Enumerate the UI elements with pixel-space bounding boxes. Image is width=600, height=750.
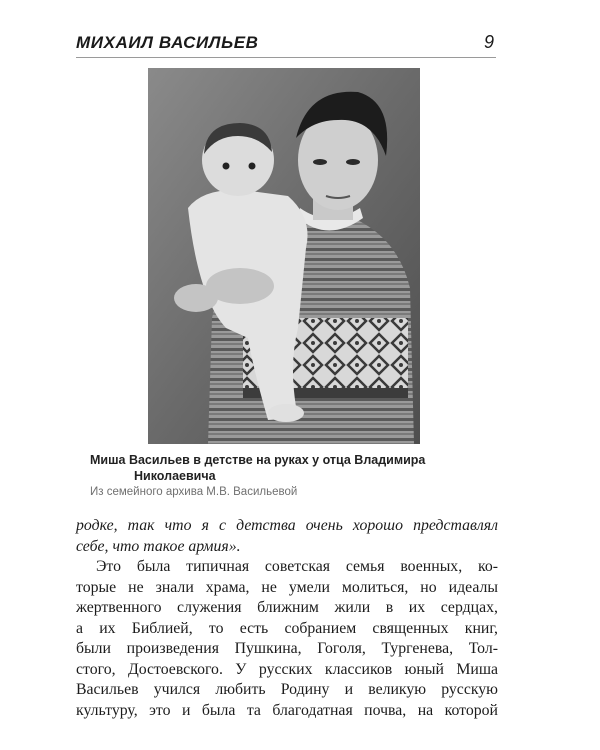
body-line: стого, Достоевского. У русских классиков юный Миша	[76, 660, 498, 678]
body-line: Васильев учился любить Родину и великую русскую	[76, 681, 498, 698]
family-photo	[148, 68, 420, 444]
body-line: были произведения Пушкина, Гоголя, Тургенева, Тол-	[76, 640, 498, 657]
figure-caption	[90, 452, 490, 484]
photo-credit: Из семейного архива М.В. Васильевой	[90, 486, 298, 498]
caption-line-2: Николаевича	[134, 469, 216, 483]
family-photo-illustration	[148, 68, 420, 444]
page-number: 9	[483, 32, 494, 52]
running-title: МИХАИЛ ВАСИЛЬЕВ	[76, 33, 259, 52]
caption-line-1: Миша Васильев в детстве на руках у отца Владимира	[90, 453, 426, 467]
body-line: себе, что такое армия».	[76, 537, 241, 555]
body-text	[76, 516, 498, 721]
body-line: торые не знали храма, не умели молиться, но идеалы	[76, 578, 498, 596]
body-line: жертвенного служения ближним жили в их сердцах,	[76, 599, 498, 616]
running-head	[76, 31, 496, 58]
body-line: а их Библией, то есть собранием священных книг,	[76, 619, 498, 637]
body-line: культуру, это и была та благодатная почва, на которой	[76, 701, 498, 719]
body-line: Это была типичная советская семья военных, ко-	[96, 558, 498, 575]
body-line: родке, так что я с детства очень хорошо представлял	[76, 517, 498, 534]
